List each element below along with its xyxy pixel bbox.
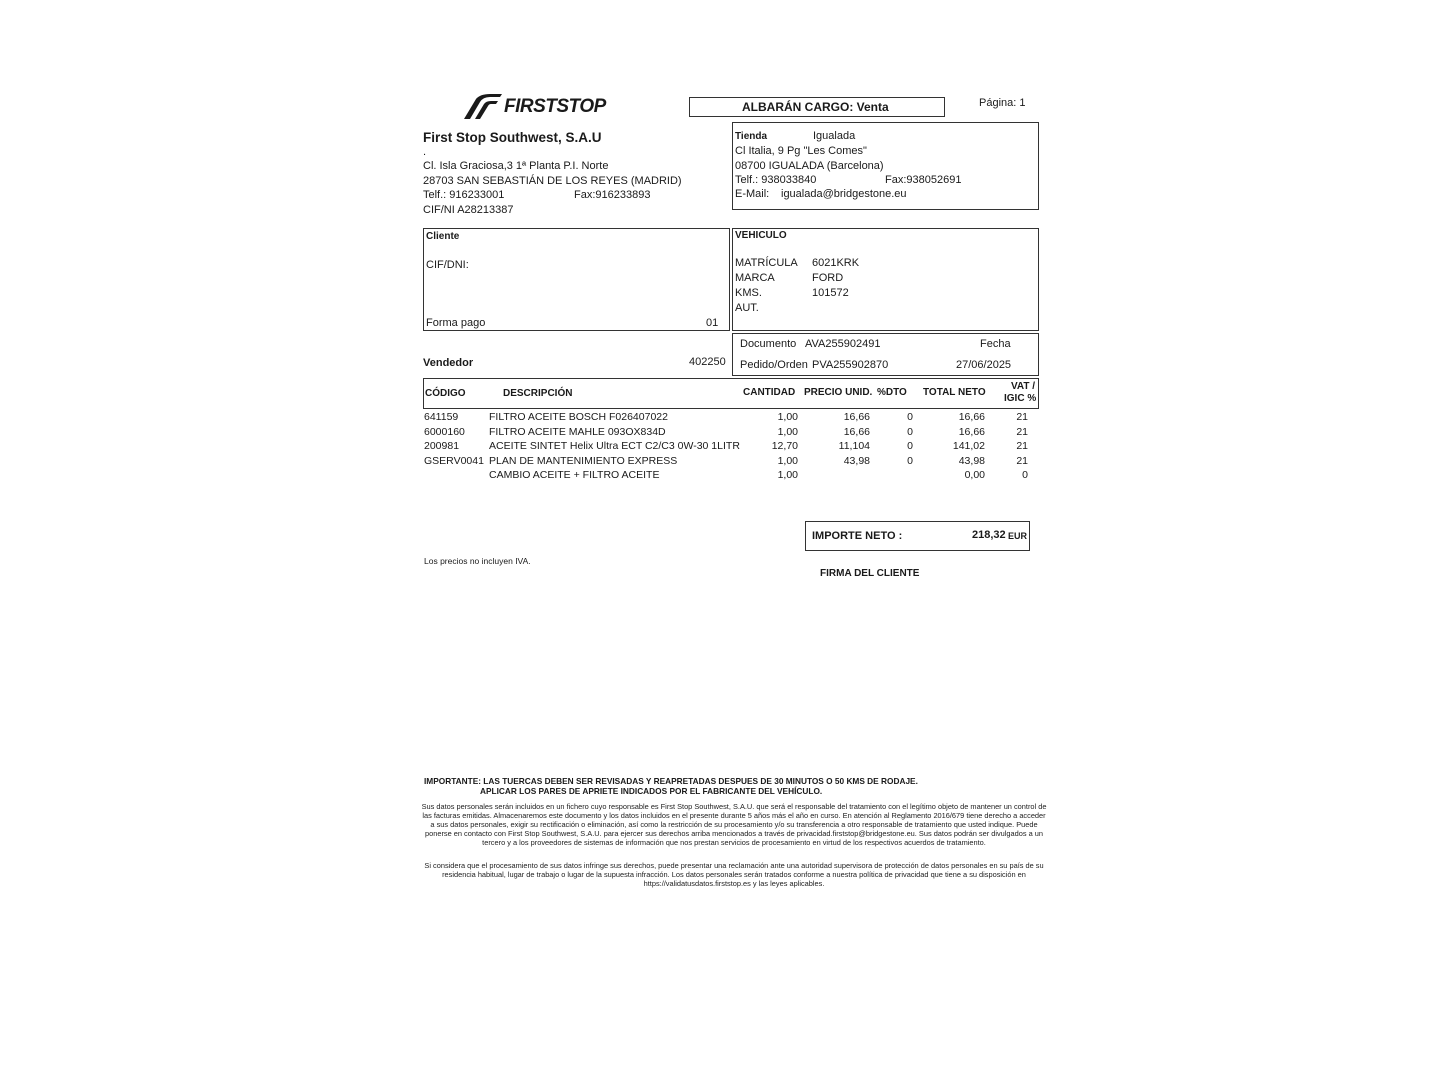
payment-method-label: Forma pago xyxy=(426,317,486,329)
row-unit-price: 16,66 xyxy=(843,425,870,438)
row-quantity: 1,00 xyxy=(777,425,798,438)
col-header-net-total: TOTAL NETO xyxy=(923,387,986,398)
row-quantity: 12,70 xyxy=(771,440,798,452)
complaint-line: https://validatusdatos.firststop.es y las leyes aplicables. xyxy=(643,879,825,888)
logo-text: FIRSTSTOP xyxy=(504,96,606,117)
vehicle-aut-label: AUT. xyxy=(735,302,759,314)
col-header-quantity: CANTIDAD xyxy=(743,387,796,398)
complaint-line: Si considera que el procesamiento de sus datos infringe sus derechos, puede presentar una reclamación ante una autoridad supervisora de protección de datos personales en su país de su xyxy=(424,861,1044,870)
vehicle-label: VEHICULO xyxy=(735,230,787,241)
row-discount: 0 xyxy=(907,425,913,438)
row-description: FILTRO ACEITE MAHLE 093OX834D xyxy=(489,425,666,438)
row-unit-price: 16,66 xyxy=(843,411,870,423)
vat-note: Los precios no incluyen IVA. xyxy=(424,556,531,566)
col-header-code: CÓDIGO xyxy=(425,388,466,399)
row-code: 641159 xyxy=(424,411,459,423)
seller-value: 402250 xyxy=(689,356,726,368)
complaint-line: residencia habitual, lugar de trabajo o lugar de la supuesta infracción. Los datos personales serán tratados conforme a nuestra política de privacidad que tiene a su disposición en xyxy=(442,870,1026,879)
store-label: Tienda xyxy=(735,131,768,142)
store-phone: Telf.: 938033840 xyxy=(735,174,817,186)
store-address-line1: Cl Italia, 9 Pg "Les Comes" xyxy=(735,145,867,157)
privacy-line: ponerse en contacto con First Stop Southwest, S.A.U. para ejercer sus derechos arriba mencionados a través de privacidad.firststop@bridgestone.eu. Sus datos podrán ser divulgados a un xyxy=(425,829,1043,838)
row-description: PLAN DE MANTENIMIENTO EXPRESS xyxy=(489,454,678,467)
row-net-total: 16,66 xyxy=(958,425,985,438)
store-address-line2: 08700 IGUALADA (Barcelona) xyxy=(735,160,884,172)
order-number-label: Pedido/Orden xyxy=(740,359,808,371)
row-vat: 0 xyxy=(1022,469,1028,481)
store-email-label: E-Mail: xyxy=(735,188,770,200)
company-cif: CIF/NI A28213387 xyxy=(423,204,514,216)
col-header-vat-line1: VAT / xyxy=(1011,381,1036,392)
row-net-total: 0,00 xyxy=(964,469,985,481)
vehicle-plate-label: MATRÍCULA xyxy=(735,257,798,269)
total-label: IMPORTE NETO : xyxy=(812,530,903,542)
important-note-line1: IMPORTANTE: LAS TUERCAS DEBEN SER REVISADAS Y REAPRETADAS DESPUES DE 30 MINUTOS O 50 KMS DE RODAJE. xyxy=(424,776,918,786)
privacy-line: tercero y a los proveedores de sistemas de información que nos prestan servicios de procesamiento en virtud de los respectivos acuerdos de tratamiento. xyxy=(482,838,986,847)
row-discount: 0 xyxy=(907,440,913,452)
row-net-total: 141,02 xyxy=(952,440,985,452)
order-number: PVA255902870 xyxy=(812,359,889,371)
col-header-unit-price: PRECIO UNID. xyxy=(804,387,873,398)
row-description: ACEITE SINTET Helix Ultra ECT C2/C3 0W-30 1LITR xyxy=(489,440,740,452)
row-vat: 21 xyxy=(1016,454,1028,467)
row-code: 6000160 xyxy=(424,425,465,438)
col-header-vat-line2: IGIC % xyxy=(1004,393,1037,404)
table-row xyxy=(423,426,1043,440)
document-date-label: Fecha xyxy=(980,338,1011,350)
seller-label: Vendedor xyxy=(423,357,474,369)
row-quantity: 1,00 xyxy=(777,411,798,423)
vehicle-plate: 6021KRK xyxy=(812,257,860,269)
document-number: AVA255902491 xyxy=(805,338,881,350)
payment-method-value: 01 xyxy=(706,317,719,329)
row-discount: 0 xyxy=(907,411,913,423)
table-row xyxy=(423,455,1043,469)
important-note-line2: APLICAR LOS PARES DE APRIETE INDICADOS POR EL FABRICANTE DEL VEHÍCULO. xyxy=(480,786,823,796)
privacy-line: las facturas emitidas. Almacenaremos este documento y los datos incluidos en el presente durante 5 años más el año en curso. En atención al Reglamento 2016/679 tiene derecho a acceder xyxy=(422,811,1046,820)
page-number: Página: 1 xyxy=(979,97,1026,109)
document-number-label: Documento xyxy=(740,338,797,350)
row-unit-price: 43,98 xyxy=(843,454,870,467)
company-address-line1: Cl. Isla Graciosa,3 1ª Planta P.I. Norte xyxy=(423,160,609,172)
client-box xyxy=(423,228,730,331)
total-currency: EUR xyxy=(1008,531,1028,541)
firststop-logo-mark xyxy=(462,93,502,121)
store-name: Igualada xyxy=(813,130,856,142)
table-row xyxy=(423,411,1043,425)
row-discount: 0 xyxy=(907,454,913,467)
vehicle-kms: 101572 xyxy=(812,287,849,299)
row-unit-price: 11,104 xyxy=(838,440,870,452)
items-table-body xyxy=(423,411,1043,486)
vehicle-brand: FORD xyxy=(812,272,844,284)
row-code: GSERV0041 xyxy=(424,454,484,467)
table-row xyxy=(423,440,1043,454)
document-date: 27/06/2025 xyxy=(956,359,1012,371)
row-net-total: 16,66 xyxy=(958,411,985,423)
company-dot: . xyxy=(423,146,427,158)
store-email: igualada@bridgestone.eu xyxy=(781,188,907,200)
table-row xyxy=(423,469,1043,483)
client-signature-label: FIRMA DEL CLIENTE xyxy=(820,568,920,579)
vehicle-kms-label: KMS. xyxy=(735,287,762,299)
company-address-line2: 28703 SAN SEBASTIÁN DE LOS REYES (MADRID) xyxy=(423,175,682,187)
row-vat: 21 xyxy=(1016,425,1028,438)
vehicle-box xyxy=(732,228,1039,331)
privacy-line: a sus datos personales, exigir su rectificación o eliminación, así como la restricción de su procesamiento y/o su transferencia a otro responsable de tratamiento que usted indique. Puede xyxy=(430,820,1038,829)
company-fax: Fax:916233893 xyxy=(574,189,651,201)
company-name: First Stop Southwest, S.A.U xyxy=(423,130,602,145)
store-fax: Fax:938052691 xyxy=(885,174,962,186)
row-quantity: 1,00 xyxy=(777,454,798,467)
row-vat: 21 xyxy=(1016,440,1028,452)
row-quantity: 1,00 xyxy=(777,469,798,481)
privacy-line: Sus datos personales serán incluidos en un fichero cuyo responsable es First Stop Southwest, S.A.U. que será el responsable del tratamiento con el legítimo objeto de mantener un control de xyxy=(421,802,1047,811)
row-vat: 21 xyxy=(1016,411,1028,423)
total-value: 218,32 xyxy=(972,529,1006,541)
col-header-discount: %DTO xyxy=(877,387,907,398)
client-cif-label: CIF/DNI: xyxy=(426,259,469,271)
firststop-logo xyxy=(462,92,612,122)
row-description: FILTRO ACEITE BOSCH F026407022 xyxy=(489,411,668,423)
row-description: CAMBIO ACEITE + FILTRO ACEITE xyxy=(489,469,660,481)
vehicle-brand-label: MARCA xyxy=(735,272,775,284)
col-header-description: DESCRIPCIÓN xyxy=(503,388,573,399)
client-label: Cliente xyxy=(426,231,460,242)
row-net-total: 43,98 xyxy=(958,454,985,467)
document-title: ALBARÁN CARGO: Venta xyxy=(742,100,889,114)
company-phone: Telf.: 916233001 xyxy=(423,189,505,201)
row-code: 200981 xyxy=(424,440,460,452)
